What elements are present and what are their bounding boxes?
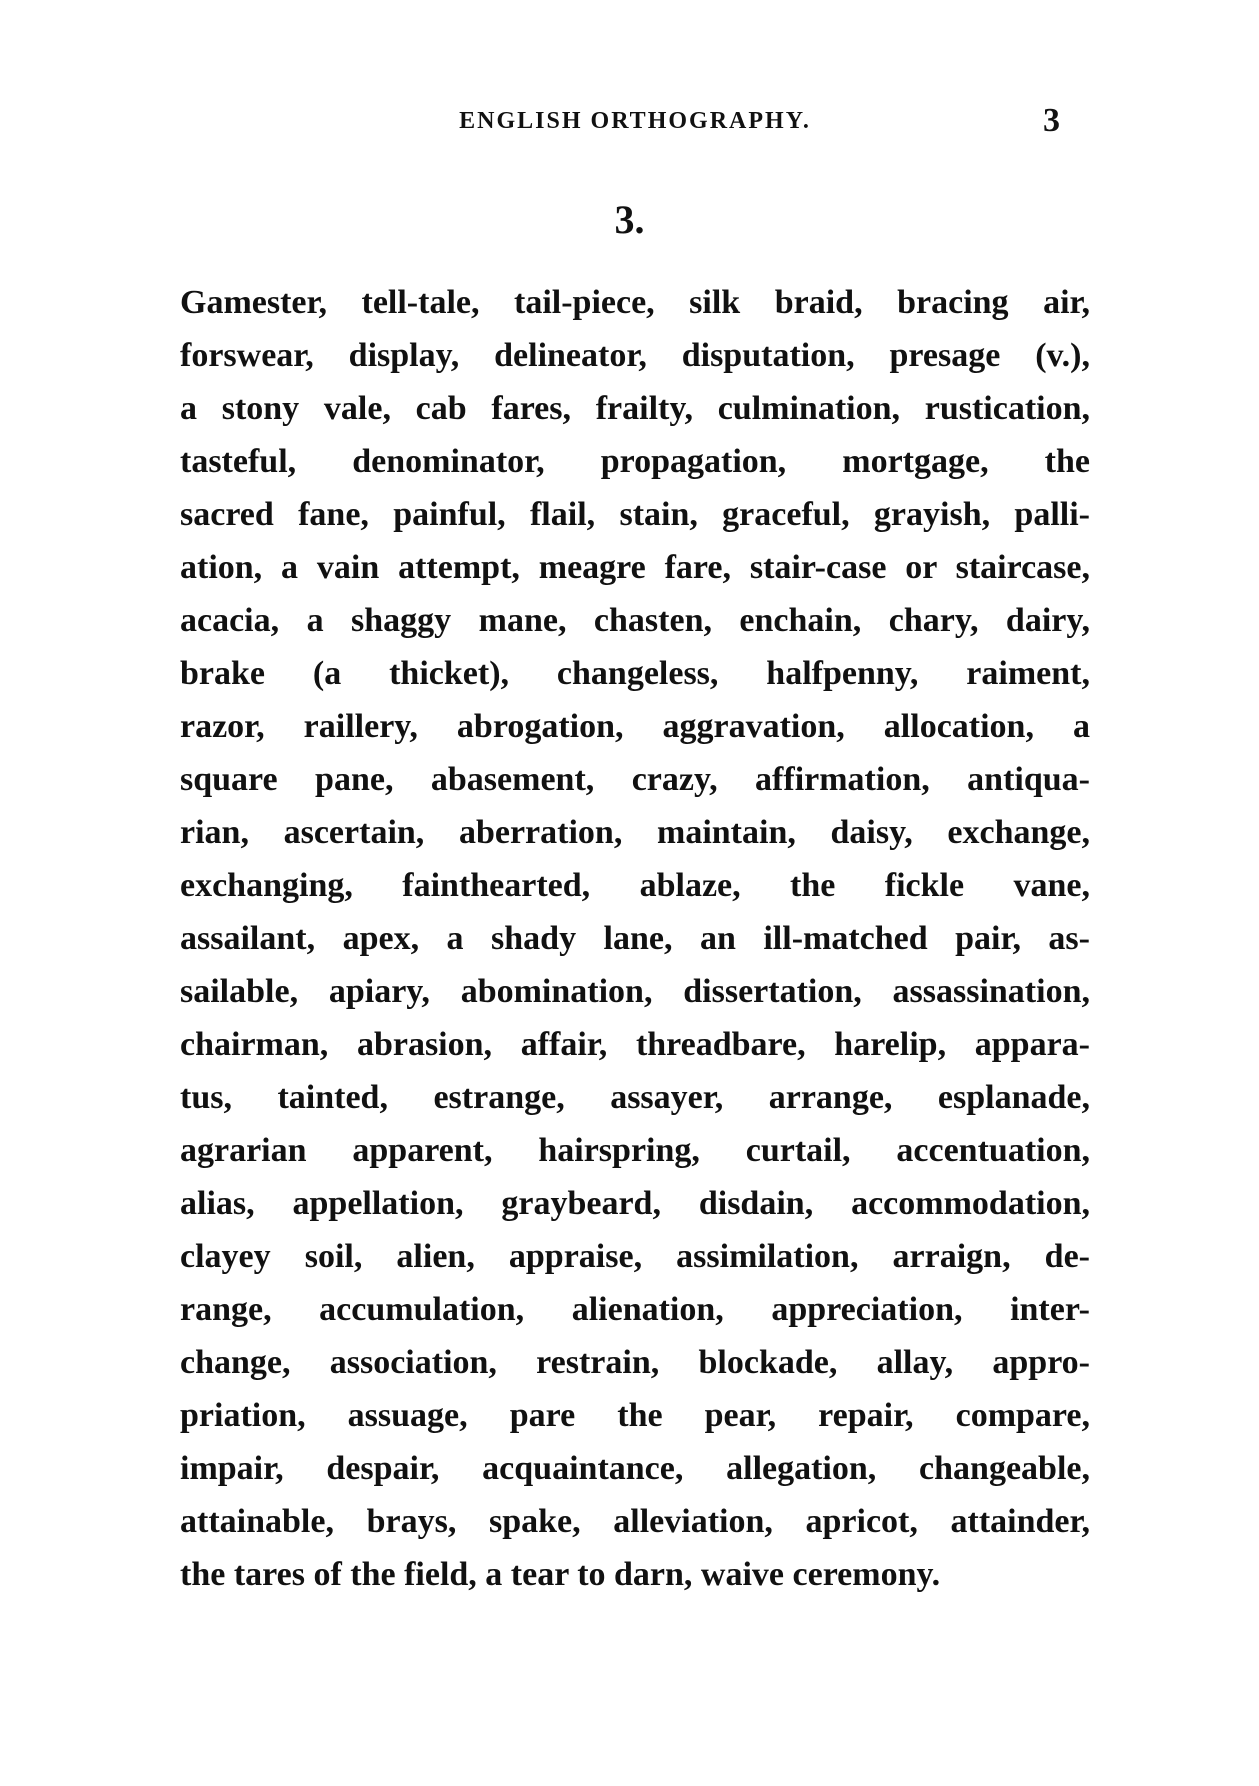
running-head xyxy=(180,102,1090,142)
text-line: tus, tainted, estrange, assayer, arrange, esplanade, xyxy=(180,1079,1090,1116)
page-number: 3 xyxy=(1043,102,1060,139)
text-line: exchanging, fainthearted, ablaze, the fickle vane, xyxy=(180,867,1090,904)
text-line: forswear, display, delineator, disputation, presage (v.), xyxy=(180,337,1090,374)
word-list-paragraph xyxy=(180,276,1090,1601)
text-line: alias, appellation, graybeard, disdain, accommodation, xyxy=(180,1185,1090,1222)
text-line: square pane, abasement, crazy, affirmation, antiqua- xyxy=(180,761,1090,798)
running-title: ENGLISH ORTHOGRAPHY. xyxy=(459,108,811,134)
text-line: a stony vale, cab fares, frailty, culmination, rustication, xyxy=(180,390,1090,427)
text-line: razor, raillery, abrogation, aggravation, allocation, a xyxy=(180,708,1090,745)
text-line: change, association, restrain, blockade, allay, appro- xyxy=(180,1344,1090,1381)
text-line: rian, ascertain, aberration, maintain, daisy, exchange, xyxy=(180,814,1090,851)
text-line: sailable, apiary, abomination, dissertation, assassination, xyxy=(180,973,1090,1010)
text-line: ation, a vain attempt, meagre fare, stair-case or staircase, xyxy=(180,549,1090,586)
text-line: priation, assuage, pare the pear, repair, compare, xyxy=(180,1397,1090,1434)
text-line: Gamester, tell-tale, tail-piece, silk braid, bracing air, xyxy=(180,284,1090,321)
text-line: range, accumulation, alienation, appreciation, inter- xyxy=(180,1291,1090,1328)
text-line: acacia, a shaggy mane, chasten, enchain, chary, dairy, xyxy=(180,602,1090,639)
text-line: agrarian apparent, hairspring, curtail, accentuation, xyxy=(180,1132,1090,1169)
text-line: clayey soil, alien, appraise, assimilation, arraign, de- xyxy=(180,1238,1090,1275)
section-number: 3. xyxy=(614,197,645,242)
text-line: chairman, abrasion, affair, threadbare, harelip, appara- xyxy=(180,1026,1090,1063)
text-line: tasteful, denominator, propagation, mortgage, the xyxy=(180,443,1090,480)
text-line: assailant, apex, a shady lane, an ill-matched pair, as- xyxy=(180,920,1090,957)
text-line: sacred fane, painful, flail, stain, graceful, grayish, palli- xyxy=(180,496,1090,533)
text-line: impair, despair, acquaintance, allegation, changeable, xyxy=(180,1450,1090,1487)
text-line: brake (a thicket), changeless, halfpenny, raiment, xyxy=(180,655,1090,692)
text-line: attainable, brays, spake, alleviation, apricot, attainder, xyxy=(180,1503,1090,1540)
text-line: the tares of the field, a tear to darn, waive ceremony. xyxy=(180,1556,941,1593)
